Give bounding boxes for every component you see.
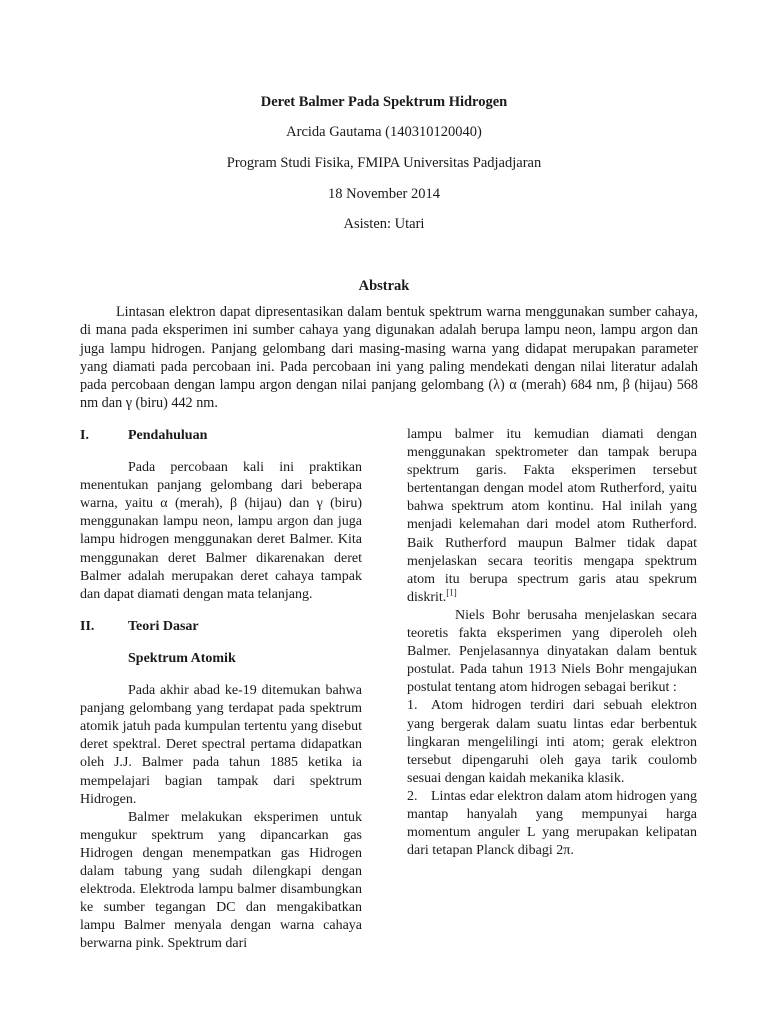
abstract-text: Lintasan elektron dapat dipresentasikan dalam bentuk spektrum warna menggunakan sumber cahaya, di mana pada eksperimen ini sumber cahaya yang digunakan adalah berupa lampu neon, lampu argon dan juga lampu hidrogen. Panjang gelombang dari masing-masing warna yang didapat merupakan parameter yang diamati pada percobaan ini. Pada percobaan ini yang paling mendekati dengan nilai literatur adalah pada percobaan dengan lampu argon dengan nilai panjang gelombang (λ) α (merah) 684 nm, β (hijau) 568 nm dan γ (biru) 442 nm. xyxy=(80,304,698,412)
section-theory-heading xyxy=(80,618,362,636)
left-column xyxy=(80,427,362,953)
section-title: Teori Dasar xyxy=(128,618,199,634)
section-title: Pendahuluan xyxy=(128,428,208,443)
section-number: II. xyxy=(80,618,95,634)
right-paragraph-1-text: lampu balmer itu kemudian diamati dengan menggunakan spektrometer dan tampak berupa spektrum garis. Fakta eksperimen tersebut bertentangan dengan model atom Rutherford, yaitu bahwa spektrum atom kontinu. Hal inilah yang menjadi kelemahan dari model atom Rutherford. Baik Rutherford maupun Balmer tidak dapat menjelaskan secara teoritis mengapa spektrum atom itu berupa spectrum garis atau spekrum diskrit. xyxy=(407,427,697,605)
item-number: 1. xyxy=(407,698,418,714)
item-number: 2. xyxy=(407,788,418,804)
subsection-title: Spektrum Atomik xyxy=(128,650,236,666)
item-text: Lintas edar elektron dalam atom hidrogen yang mantap hanyalah yang mempunyai harga momentum anguler L yang merupakan kelipatan dari tetapan Planck dibagi 2π. xyxy=(407,788,697,859)
abstract-heading: Abstrak xyxy=(358,278,410,294)
abstract-body xyxy=(80,303,698,413)
author-name: Arcida Gautama (140310120040) xyxy=(286,124,482,140)
postulate-item xyxy=(407,697,697,787)
postulate-item xyxy=(407,788,697,860)
section-number: I. xyxy=(80,428,89,443)
theory-paragraph-2: Balmer melakukan eksperimen untuk mengukur spektrum yang dipancarkan gas Hidrogen dengan menempatkan gas Hidrogen dalam tabung yang sudah dilengkapi dengan elektroda. Elektroda lampu balmer disambungkan ke sumber tegangan DC dan mengakibatkan lampu Balmer menyala dengan warna cahaya berwarna pink. Spektrum dari xyxy=(80,809,362,952)
assistant: Asisten: Utari xyxy=(343,216,425,232)
paper-title: Deret Balmer Pada Spektrum Hidrogen xyxy=(260,94,508,110)
item-text: Atom hidrogen terdiri dari sebuah elektron yang bergerak dalam suatu lintas edar berbentuk lingkaran mengelilingi inti atom; gerak elektron tersebut dipengaruhi oleh gaya tarik coulomb sesuai dengan kaidah mekanika klasik. xyxy=(407,698,697,786)
right-paragraph-1 xyxy=(407,426,697,607)
intro-paragraph: Pada percobaan kali ini praktikan menentukan panjang gelombang dari beberapa warna, yaitu α (merah), β (hijau) dan γ (biru) menggunakan lampu neon, lampu argon dan juga lampu hidrogen menggunakan deret Balmer. Kita menggunakan deret Balmer dikarenakan deret Balmer adalah merupakan deret cahaya tampak dan dapat diamati dengan mata telanjang. xyxy=(80,460,362,602)
right-column xyxy=(407,426,697,860)
theory-paragraph-1: Pada akhir abad ke-19 ditemukan bahwa panjang gelombang yang terdapat pada spektrum atomik jatuh pada kumpulan tertentu yang disebut deret spektral. Deret spectral pertama didapatkan oleh J.J. Balmer pada tahun 1885 ketika ia mempelajari bagian tampak dari spektrum Hidrogen. xyxy=(80,683,362,807)
date: 18 November 2014 xyxy=(328,186,440,202)
affiliation: Program Studi Fisika, FMIPA Universitas Padjadjaran xyxy=(226,155,542,171)
right-paragraph-2: Niels Bohr berusaha menjelaskan secara teoretis fakta eksperimen yang diperoleh oleh Balmer. Penjelasannya dinyatakan dalam bentuk postulat. Pada tahun 1913 Niels Bohr mengajukan postulat tentang atom hidrogen sebagai berikut : xyxy=(407,607,697,696)
section-intro-heading xyxy=(80,427,362,445)
reference-marker: [1] xyxy=(446,587,457,598)
